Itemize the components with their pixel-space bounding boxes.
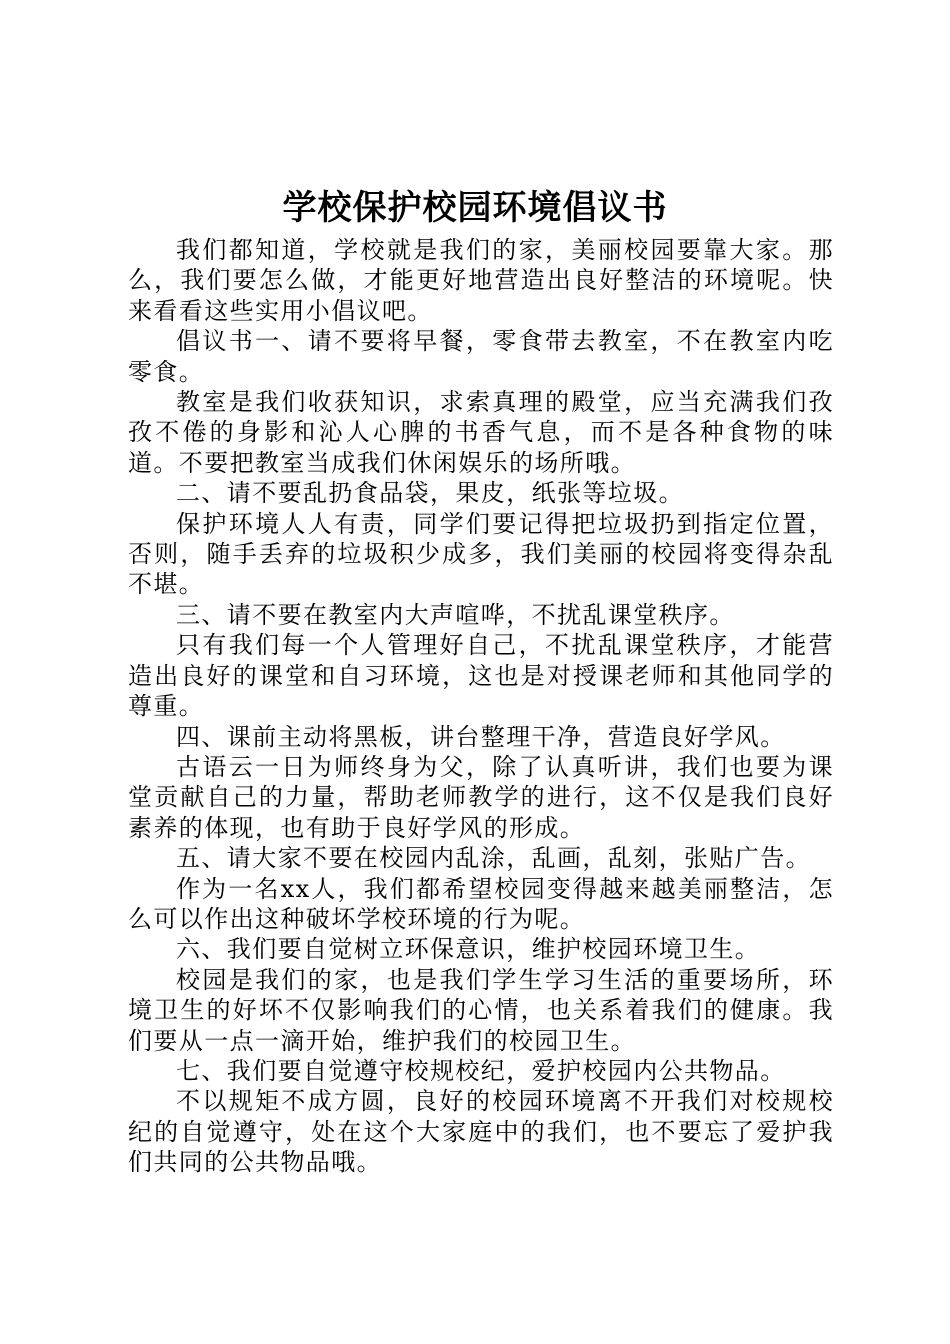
paragraph-intro: 我们都知道，学校就是我们的家，美丽校园要靠大家。那么，我们要怎么做，才能更好地营造出良好整洁的环境呢。快来看看这些实用小倡议吧。 [128, 236, 834, 325]
document-title: 学校保护校园环境倡议书 [282, 188, 668, 228]
paragraph-proposal-2: 二、请不要乱扔食品袋，果皮，纸张等垃圾。 [176, 479, 684, 508]
document-body [128, 235, 834, 1178]
paragraph-proposal-6: 六、我们要自觉树立环保意识，维护校园环境卫生。 [176, 935, 761, 964]
paragraph-proposal-3: 三、请不要在教室内大声喧哗，不扰乱课堂秩序。 [176, 600, 735, 629]
paragraph-proposal-5-detail: 作为一名xx人，我们都希望校园变得越来越美丽整洁，怎么可以作出这种破坏学校环境的行为呢。 [128, 874, 834, 933]
paragraph-proposal-1-detail: 教室是我们收获知识，求索真理的殿堂，应当充满我们孜孜不倦的身影和沁人心脾的书香气息，而不是各种食物的味道。不要把教室当成我们休闲娱乐的场所哦。 [128, 388, 834, 477]
paragraph-proposal-2-detail: 保护环境人人有责，同学们要记得把垃圾扔到指定位置，否则，随手丢弃的垃圾积少成多，我们美丽的校园将变得杂乱不堪。 [128, 509, 834, 599]
paragraph-proposal-1: 倡议书一、请不要将早餐，零食带去教室，不在教室内吃零食。 [128, 327, 834, 386]
paragraph-proposal-6-detail: 校园是我们的家，也是我们学生学习生活的重要场所，环境卫生的好坏不仅影响我们的心情，也关系着我们的健康。我们要从一点一滴开始，维护我们的校园卫生。 [128, 965, 834, 1055]
paragraph-proposal-4: 四、课前主动将黑板，讲台整理干净，营造良好学风。 [176, 722, 786, 751]
paragraph-proposal-3-detail: 只有我们每一个人管理好自己，不扰乱课堂秩序，才能营造出良好的课堂和自习环境，这也是对授课老师和其他同学的尊重。 [128, 631, 834, 721]
paragraph-proposal-7-detail: 不以规矩不成方圆，良好的校园环境离不开我们对校规校纪的自觉遵守，处在这个大家庭中的我们，也不要忘了爱护我们共同的公共物品哦。 [128, 1087, 834, 1177]
paragraph-proposal-5: 五、请大家不要在校园内乱涂，乱画，乱刻，张贴广告。 [176, 844, 811, 873]
paragraph-proposal-7: 七、我们要自觉遵守校规校纪，爱护校园内公共物品。 [176, 1056, 786, 1085]
paragraph-proposal-4-detail: 古语云一日为师终身为父，除了认真听讲，我们也要为课堂贡献自己的力量，帮助老师教学的进行，这不仅是我们良好素养的体现，也有助于良好学风的形成。 [128, 752, 834, 842]
